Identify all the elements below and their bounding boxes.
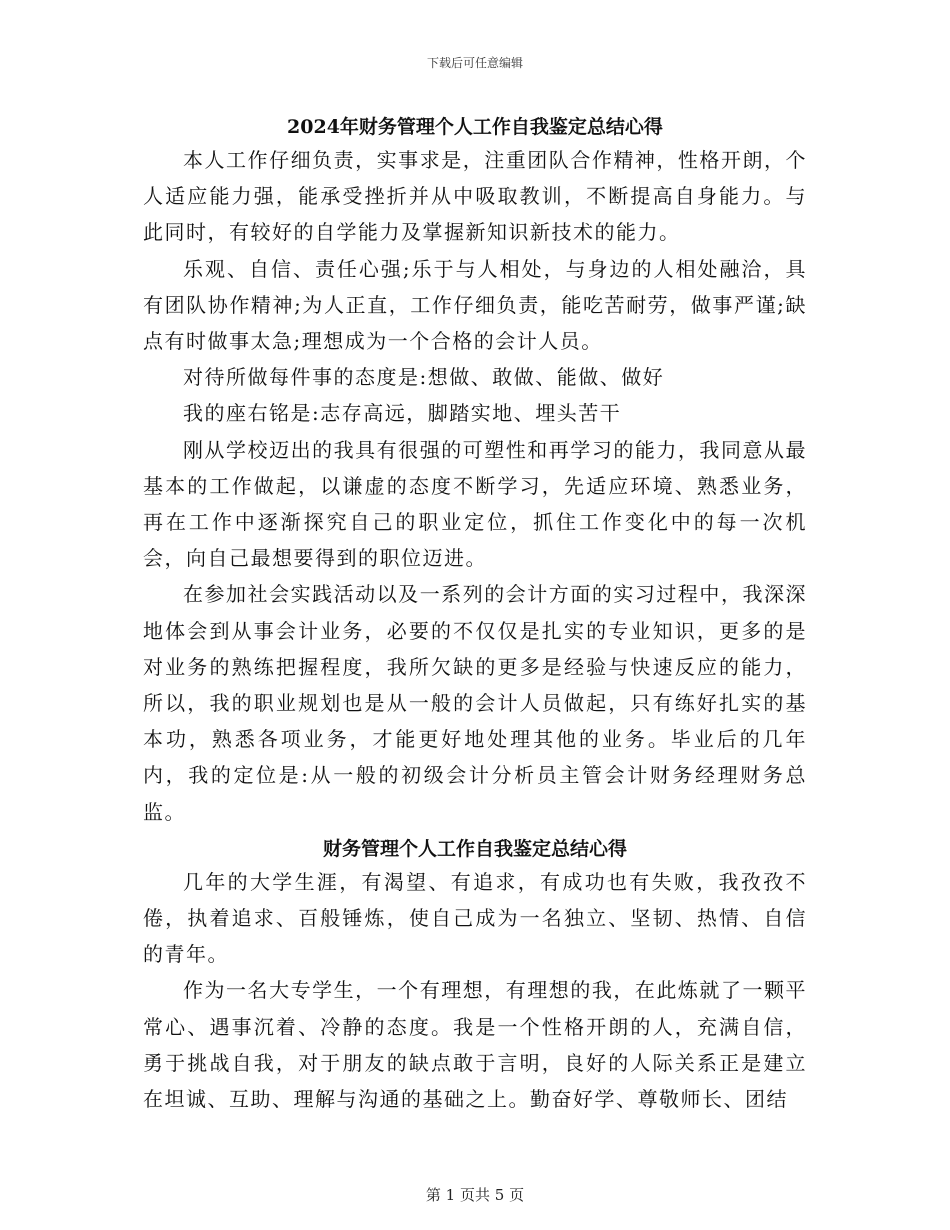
page-header-note: 下载后可任意编辑	[426, 56, 523, 70]
document-body	[143, 112, 807, 1117]
document-title: 2024年财务管理个人工作自我鉴定总结心得	[287, 116, 663, 138]
paragraph: 乐观、自信、责任心强;乐于与人相处，与身边的人相处融洽，具有团队协作精神;为人正直，工作仔细负责，能吃苦耐劳，做事严谨;缺点有时做事太急;理想成为一个合格的会计人员。	[143, 256, 807, 354]
paragraph: 几年的大学生涯，有渴望、有追求，有成功也有失败，我孜孜不倦，执着追求、百般锤炼，使自己成为一名独立、坚韧、热情、自信的青年。	[143, 869, 807, 967]
paragraph: 我的座右铭是:志存高远，脚踏实地、埋头苦干	[183, 401, 622, 426]
paragraph: 在参加社会实践活动以及一系列的会计方面的实习过程中，我深深地体会到从事会计业务，必要的不仅仅是扎实的专业知识，更多的是对业务的熟练把握程度，我所欠缺的更多是经验与快速反应的能力，所以，我的职业规划也是从一般的会计人员做起，只有练好扎实的基本功，熟悉各项业务，才能更好地处理其他的业务。毕业后的几年内，我的定位是:从一般的初级会计分析员主管会计财务经理财务总监。	[143, 582, 807, 824]
paragraph: 本人工作仔细负责，实事求是，注重团队合作精神，性格开朗，个人适应能力强，能承受挫折并从中吸取教训，不断提高自身能力。与此同时，有较好的自学能力及掌握新知识新技术的能力。	[143, 148, 807, 245]
section-title: 财务管理个人工作自我鉴定总结心得	[322, 837, 627, 860]
paragraph: 作为一名大专学生，一个有理想，有理想的我，在此炼就了一颗平常心、遇事沉着、冷静的态度。我是一个性格开朗的人，充满自信，勇于挑战自我，对于朋友的缺点敢于言明，良好的人际关系正是建立在坦诚、互助、理解与沟通的基础之上。勤奋好学、尊敬师长、团结	[143, 978, 807, 1112]
page-number: 第 1 页共 5 页	[425, 1186, 525, 1204]
paragraph: 对待所做每件事的态度是:想做、敢做、能做、做好	[183, 365, 665, 390]
paragraph: 刚从学校迈出的我具有很强的可塑性和再学习的能力，我同意从最基本的工作做起，以谦虚的态度不断学习，先适应环境、熟悉业务，再在工作中逐渐探究自己的职业定位，抓住工作变化中的每一次机会，向自己最想要得到的职位迈进。	[143, 437, 807, 571]
